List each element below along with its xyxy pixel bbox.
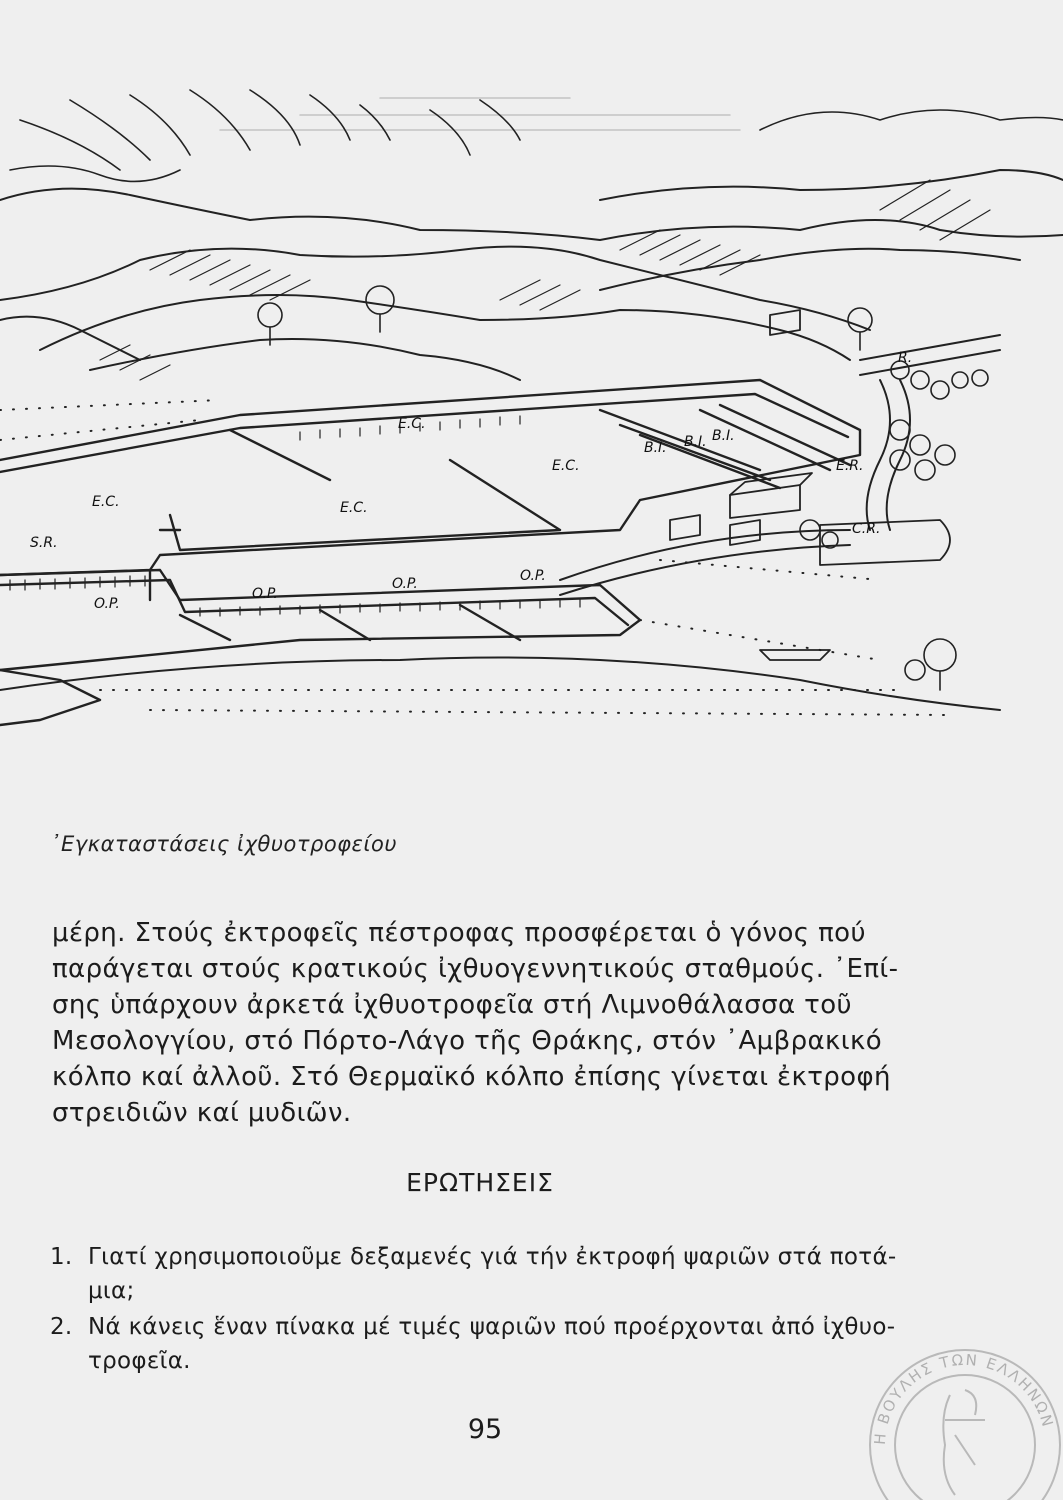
library-stamp	[845, 1335, 1063, 1500]
body-line: στρειδιῶν καί μυδιῶν.	[52, 1098, 352, 1128]
label-bi-1: B.I.	[644, 440, 667, 456]
label-op-2: O.P.	[252, 586, 278, 602]
label-r: R.	[898, 350, 913, 366]
question-item	[50, 1240, 915, 1308]
trees	[258, 286, 988, 690]
question-number: 1.	[50, 1244, 73, 1270]
sky-strokes	[10, 90, 1063, 181]
river-road	[0, 335, 1000, 710]
label-ec-left: E.C.	[92, 494, 120, 510]
label-bi-3: B.I.	[712, 428, 735, 444]
body-line: σης ὑπάρχουν ἀρκετά ἰχθυοτροφεῖα στή Λιμνοθάλασσα τοῦ	[52, 990, 852, 1020]
question-number: 2.	[50, 1314, 73, 1340]
hills	[0, 170, 1063, 380]
question-text: Γιατί χρησιμοποιοῦμε δεξαμενές γιά τήν ἐκτροφή ψαριῶν στά ποτά-μια;	[88, 1244, 897, 1304]
boat	[760, 650, 830, 660]
question-item	[50, 1310, 915, 1378]
page-number: 95	[467, 1414, 503, 1445]
figure-caption: ᾿Εγκαταστάσεις ἰχθυοτροφείου	[50, 832, 397, 856]
label-ec-top: E.C.	[398, 416, 426, 432]
body-line: μέρη. Στούς ἐκτροφεῖς πέστροφας προσφέρεται ὁ γόνος πού	[52, 918, 866, 948]
body-paragraph	[52, 915, 912, 1131]
questions-heading: ΕΡΩΤΗΣΕΙΣ	[406, 1168, 554, 1197]
svg-text:Η ΒΟΥΛΗΣ ΤΩΝ ΕΛΛΗΝΩΝ	[871, 1351, 1057, 1446]
hill-hatching	[100, 180, 990, 380]
questions-list	[50, 1240, 915, 1380]
label-op-4: O.P.	[520, 568, 546, 584]
stamp-text: Η ΒΟΥΛΗΣ ΤΩΝ ΕΛΛΗΝΩΝ	[870, 1350, 1058, 1446]
label-op-3: O.P.	[392, 576, 418, 592]
body-line: παράγεται στούς κρατικούς ἰχθυογεννητικούς σταθμούς. ᾿Επί-	[52, 954, 899, 984]
question-text: Νά κάνεις ἕναν πίνακα μέ τιμές ψαριῶν πού προέρχονται ἀπό ἰχθυο-τροφεῖα.	[88, 1314, 896, 1374]
rail-ticks	[10, 416, 580, 616]
label-ec-center: E.C.	[340, 500, 368, 516]
label-ec-mid-right: E.C.	[552, 458, 580, 474]
bleed-through-text	[220, 98, 740, 130]
label-cr: C.R.	[852, 521, 881, 537]
fish-farm-illustration	[0, 60, 1063, 740]
body-line: Μεσολογγίου, στό Πόρτο-Λάγο τῆς Θράκης, στόν ᾿Αμβρακικό	[52, 1026, 883, 1056]
label-sr: S.R.	[30, 535, 58, 551]
ground-stipple	[0, 400, 950, 715]
label-er: E.R.	[836, 458, 864, 474]
body-line: κόλπο καί ἀλλοῦ. Στό Θερμαϊκό κόλπο ἐπίσης γίνεται ἐκτροφή	[52, 1062, 891, 1092]
label-op-1: O.P.	[94, 596, 120, 612]
label-bi-2: B.I.	[684, 434, 707, 450]
